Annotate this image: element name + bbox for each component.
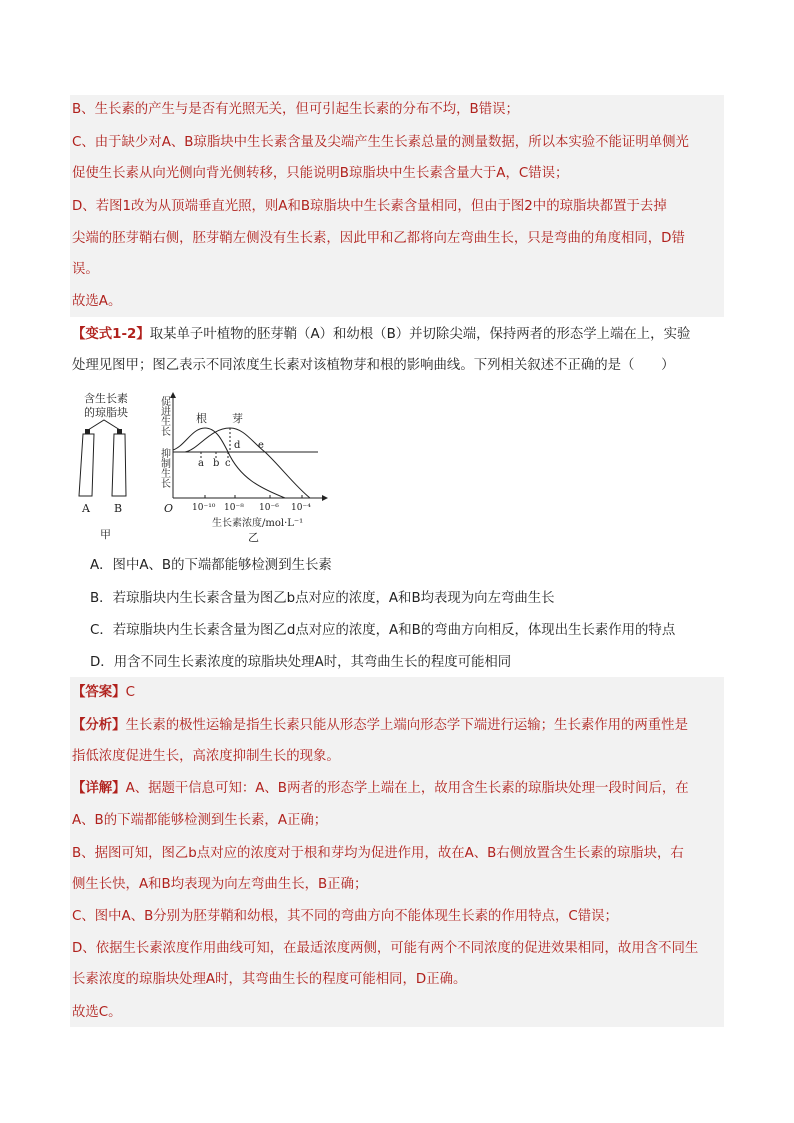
tick-label-2: 10⁻⁸ xyxy=(224,503,244,513)
jia-b-label: B xyxy=(114,502,123,515)
question-text1: 取某单子叶植物的胚芽鞘（A）和幼根（B）并切除尖端，保持两者的形态学上端在上，实验 xyxy=(149,327,691,342)
x-axis-arrow xyxy=(322,495,328,501)
jia-label-line1: 含生长素 xyxy=(84,392,128,405)
detail-d1: D、依据生长素浓度作用曲线可知，在最适浓度两侧，可能有两个不同浓度的促进效果相同，故用含不同生 xyxy=(72,941,699,956)
agar-block-b xyxy=(117,429,122,434)
detail-a2: A、B的下端都能够检测到生长素，A正确； xyxy=(72,813,328,828)
yi-caption: 乙 xyxy=(248,531,259,544)
analysis-line1 xyxy=(72,716,688,736)
point-d: d xyxy=(234,440,241,451)
tick-label-1: 10⁻¹⁰ xyxy=(192,503,216,513)
prev-solution-c1: C、由于缺少对A、B琼脂块中生长素含量及尖端产生生长素总量的测量数据，所以本实验不能证明单侧光 xyxy=(72,135,689,150)
prev-solution-d3: 误。 xyxy=(72,262,99,277)
point-b: b xyxy=(213,458,220,469)
option-b: B．若琼脂块内生长素含量为图乙b点对应的浓度，A和B均表现为向左弯曲生长 xyxy=(90,591,555,606)
detail-a1 xyxy=(72,779,689,799)
point-a: a xyxy=(198,458,204,469)
detail-b1: B、据图可知，图乙b点对应的浓度对于根和芽均为促进作用，故在A、B右侧放置含生长素的琼脂块，右 xyxy=(72,846,684,861)
agar-block-a xyxy=(85,429,90,434)
y-axis-arrow xyxy=(170,392,176,398)
prev-solution-d1: D、若图1改为从顶端垂直光照，则A和B琼脂块中生长素含量相同，但由于图2中的琼脂块都置于去掉 xyxy=(72,199,667,214)
answer-value: C xyxy=(125,685,135,700)
coleoptile-a xyxy=(79,434,94,496)
question-line1 xyxy=(72,325,690,345)
question-tag: 【变式1-2】 xyxy=(72,327,150,342)
label-pointer xyxy=(88,420,120,430)
question-line2: 处理见图甲；图乙表示不同浓度生长素对该植物芽和根的影响曲线。下列相关叙述不正确的是（ ） xyxy=(72,358,675,373)
jia-label-line2: 的琼脂块 xyxy=(84,406,128,419)
prev-solution-b: B、生长素的产生与是否有光照无关，但可引起生长素的分布不均，B错误； xyxy=(72,102,519,117)
tick-label-3: 10⁻⁶ xyxy=(259,503,279,513)
y-label-inhibit: 抑制生长 xyxy=(158,448,170,488)
detail-d2: 长素浓度的琼脂块处理A时，其弯曲生长的程度可能相同，D正确。 xyxy=(72,972,467,987)
origin-label: O xyxy=(164,502,174,515)
detail-b2: 侧生长快，A和B均表现为向左弯曲生长，B正确； xyxy=(72,877,368,892)
x-axis-label: 生长素浓度/mol·L⁻¹ xyxy=(212,518,304,529)
point-e: e xyxy=(258,440,264,451)
detail-a1-text: A、据题干信息可知：A、B两者的形态学上端在上，故用含生长素的琼脂块处理一段时间后，在 xyxy=(125,781,689,796)
jia-a-label: A xyxy=(82,502,90,515)
option-a: A．图中A、B的下端都能够检测到生长素 xyxy=(90,558,332,573)
option-d: D．用含不同生长素浓度的琼脂块处理A时，其弯曲生长的程度可能相同 xyxy=(90,655,512,670)
point-c: c xyxy=(225,458,231,469)
tick-label-4: 10⁻⁴ xyxy=(291,503,311,513)
y-label-promote: 促进生长 xyxy=(158,396,170,436)
answer-tag: 【答案】 xyxy=(72,685,126,700)
detail-c: C、图中A、B分别为胚芽鞘和幼根，其不同的弯曲方向不能体现生长素的作用特点，C错误； xyxy=(72,909,618,924)
prev-solution-d2: 尖端的胚芽鞘右侧，胚芽鞘左侧没有生长素，因此甲和乙都将向左弯曲生长，只是弯曲的角度相同，D错 xyxy=(72,231,685,246)
root-curve-label: 根 xyxy=(196,412,207,425)
analysis-text1: 生长素的极性运输是指生长素只能从形态学上端向形态学下端进行运输；生长素作用的两重性是 xyxy=(125,718,688,733)
analysis-line2: 指低浓度促进生长，高浓度抑制生长的现象。 xyxy=(72,749,340,764)
jia-caption: 甲 xyxy=(100,528,111,541)
detail-choose: 故选C。 xyxy=(72,1005,122,1020)
detail-tag: 【详解】 xyxy=(72,781,126,796)
option-c: C．若琼脂块内生长素含量为图乙d点对应的浓度，A和B的弯曲方向相反，体现出生长素作用的特点 xyxy=(90,623,676,638)
root-b xyxy=(112,434,126,496)
analysis-tag: 【分析】 xyxy=(72,718,126,733)
prev-solution-choose: 故选A。 xyxy=(72,294,122,309)
bud-curve-label: 芽 xyxy=(232,412,243,425)
figure xyxy=(70,388,370,548)
answer-line xyxy=(72,683,135,703)
prev-solution-c2: 促使生长素从向光侧向背光侧转移，只能说明B琼脂块中生长素含量大于A，C错误； xyxy=(72,166,569,181)
